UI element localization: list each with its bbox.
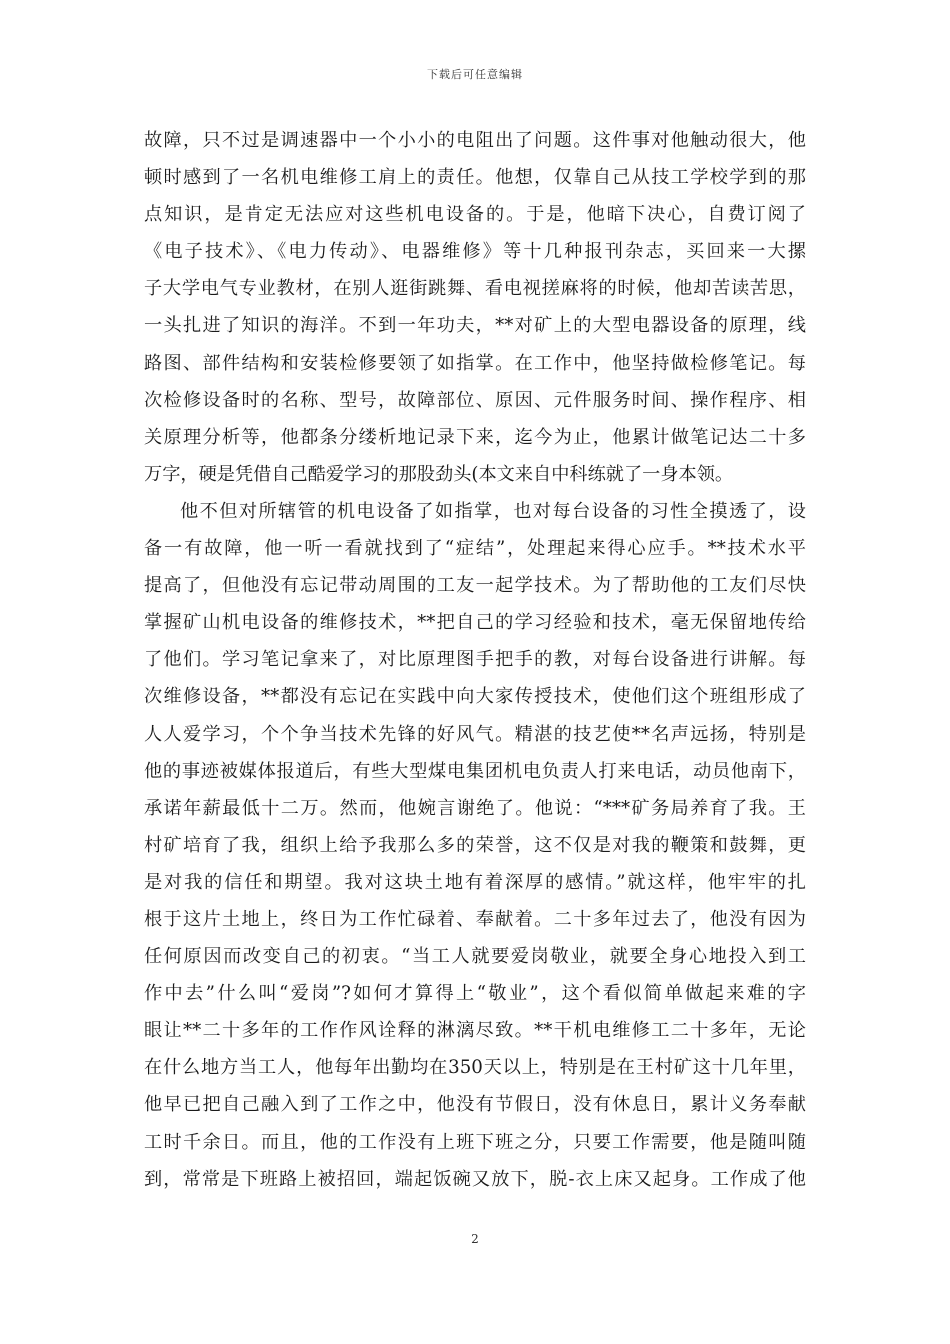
text-line: 他早已把自己融入到了工作之中，他没有节假日，没有休息日，累计义务奉献 [144,1094,806,1116]
text-line: 掌握矿山机电设备的维修技术，**把自己的学习经验和技术，毫无保留地传给 [144,612,806,634]
text-line: 备一有故障，他一听一看就找到了“症结”，处理起来得心应手。**技术水平 [144,538,806,560]
text-line: 作中去”什么叫“爱岗”?如何才算得上“敬业”，这个看似简单做起来难的字 [144,983,806,1005]
text-line: 故障，只不过是调速器中一个小小的电阻出了问题。这件事对他触动很大，他 [144,130,806,151]
body-text [144,122,806,1198]
page-header: 下载后可任意编辑 [427,68,523,81]
page-number: 2 [471,1232,479,1246]
text-line: 承诺年薪最低十二万。然而，他婉言谢绝了。他说：“***矿务局养育了我。王 [144,797,806,819]
text-line: 《电子技术》、《电力传动》、电器维修》等十几种报刊杂志，买回来一大摞 [144,241,806,263]
text-line: 人人爱学习，个个争当技术先锋的好风气。精湛的技艺使**名声远扬，特别是 [144,723,806,745]
paragraph [144,493,806,1198]
text-line: 他的事迹被媒体报道后，有些大型煤电集团机电负责人打来电话，动员他南下， [144,760,806,782]
text-line: 是对我的信任和期望。我对这块土地有着深厚的感情。”就这样，他牢牢的扎 [144,871,806,893]
text-line: 路图、部件结构和安装检修要领了如指掌。在工作中，他坚持做检修笔记。每 [144,352,806,374]
text-line: 村矿培育了我，组织上给予我那么多的荣誉，这不仅是对我的鞭策和鼓舞，更 [144,834,806,856]
text-line: 在什么地方当工人，他每年出勤均在350天以上，特别是在王村矿这十几年里， [144,1057,806,1079]
text-line: 任何原因而改变自己的初衷。“当工人就要爱岗敬业，就要全身心地投入到工 [144,946,806,968]
text-line: 子大学电气专业教材，在别人逛街跳舞、看电视搓麻将的时候，他却苦读苦思， [144,278,806,300]
text-line: 次维修设备，**都没有忘记在实践中向大家传授技术，使他们这个班组形成了 [144,686,806,708]
text-line: 了他们。学习笔记拿来了，对比原理图手把手的教，对每台设备进行讲解。每 [144,649,806,671]
paragraph [144,122,806,493]
text-line: 次检修设备时的名称、型号，故障部位、原因、元件服务时间、操作程序、相 [144,389,806,411]
text-line: 万字，硬是凭借自己酷爱学习的那股劲头(本文来自中科练就了一身本领。 [144,463,734,485]
text-line: 他不但对所辖管的机电设备了如指掌，也对每台设备的习性全摸透了，设 [180,500,806,522]
text-line: 顿时感到了一名机电维修工肩上的责任。他想，仅靠自己从技工学校学到的那 [144,167,806,189]
text-line: 根于这片土地上，终日为工作忙碌着、奉献着。二十多年过去了，他没有因为 [144,908,806,930]
text-line: 提高了，但他没有忘记带动周围的工友一起学技术。为了帮助他的工友们尽快 [144,575,806,597]
text-line: 眼让**二十多年的工作作风诠释的淋漓尽致。**干机电维修工二十多年，无论 [144,1020,806,1042]
text-line: 到，常常是下班路上被招回，端起饭碗又放下，脱-衣上床又起身。工作成了他 [144,1168,806,1190]
text-line: 一头扎进了知识的海洋。不到一年功夫，**对矿上的大型电器设备的原理，线 [144,315,806,337]
text-line: 点知识，是肯定无法应对这些机电设备的。于是，他暗下决心，自费订阅了 [144,204,806,226]
text-line: 工时千余日。而且，他的工作没有上班下班之分，只要工作需要，他是随叫随 [144,1131,806,1153]
text-line: 关原理分析等，他都条分缕析地记录下来，迄今为止，他累计做笔记达二十多 [144,426,806,448]
